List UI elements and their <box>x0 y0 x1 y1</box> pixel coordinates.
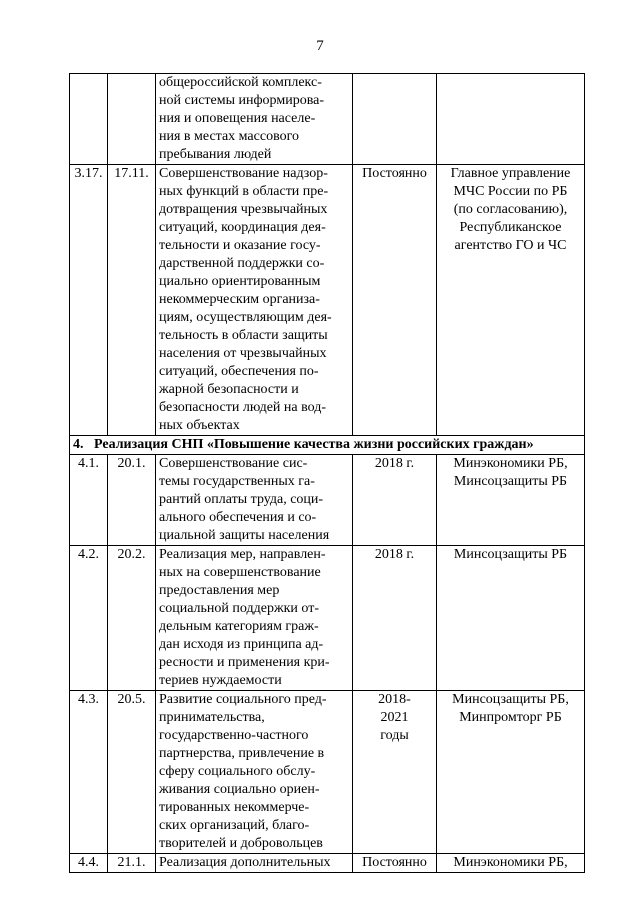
description-line: Совершенствование надзор- <box>159 166 328 181</box>
deadline-cell <box>353 854 437 873</box>
description-line: ния и оповещения населе- <box>159 111 316 126</box>
program-code-cell: 21.1. <box>108 854 156 873</box>
item-number-cell: 4.4. <box>70 854 108 873</box>
deadline-line: годы <box>380 728 409 743</box>
description-line: безопасности людей на вод- <box>159 400 327 415</box>
section-header-row <box>70 436 585 455</box>
description-line: дельным категориям граж- <box>159 619 319 634</box>
executor-line: Минсоцзащиты РБ <box>453 547 568 562</box>
description-line: рантий оплаты труда, соци- <box>159 492 324 507</box>
deadline-cell <box>353 691 437 854</box>
deadline-line: 2021 <box>380 710 409 725</box>
item-number-cell: 3.17. <box>70 165 108 436</box>
program-code-cell: 20.1. <box>108 455 156 546</box>
description-line: творителей и добровольцев <box>159 836 323 851</box>
deadline-line: 2018- <box>378 692 411 707</box>
program-code-cell: 20.2. <box>108 546 156 691</box>
executor-line: Минсоцзащиты РБ <box>453 474 568 489</box>
table-body-section-header <box>70 436 585 455</box>
description-line: ных на совершенствование <box>159 565 321 580</box>
section-number: 4. <box>73 437 84 452</box>
description-line: населения от чрезвычайных <box>159 346 327 361</box>
responsible-executor-cell <box>437 854 585 873</box>
description-line: темы государственных га- <box>159 474 315 489</box>
description-line: Реализация мер, направлен- <box>159 547 326 562</box>
description-line: териев нуждаемости <box>159 673 282 688</box>
description-line: принимательства, <box>159 710 265 725</box>
description-line: ной системы информирова- <box>159 93 324 108</box>
table-row <box>70 74 585 165</box>
executor-line: агентство ГО и ЧС <box>454 238 567 253</box>
description-line: циально ориентированным <box>159 274 321 289</box>
description-line: ния в местах массового <box>159 129 299 144</box>
description-line: ального обеспечения и со- <box>159 510 317 525</box>
measures-table <box>69 73 585 873</box>
description-line: ресности и применения кри- <box>159 655 330 670</box>
description-line: дарственной поддержки со- <box>159 256 325 271</box>
executor-line: Минпромторг РБ <box>459 710 562 725</box>
description-line: ситуаций, обеспечения по- <box>159 364 319 379</box>
measure-description-cell <box>156 546 353 691</box>
description-line: государственно-частного <box>159 728 309 743</box>
description-line: Совершенствование сис- <box>159 456 308 471</box>
executor-line: Минэкономики РБ, <box>453 855 568 870</box>
item-number-cell <box>70 74 108 165</box>
table-row <box>70 455 585 546</box>
section-title: Реализация СНП «Повышение качества жизни российских граждан» <box>94 437 534 452</box>
table-body-section-4 <box>70 455 585 873</box>
table-body-section-3 <box>70 74 585 436</box>
section-title-cell <box>70 436 585 455</box>
description-line: общероссийской комплекс- <box>159 75 322 90</box>
item-number-cell: 4.2. <box>70 546 108 691</box>
item-number-cell: 4.3. <box>70 691 108 854</box>
description-line: дан исходя из принципа ад- <box>159 637 324 652</box>
description-line: тированных некоммерче- <box>159 800 310 815</box>
description-line: ных функций в области пре- <box>159 184 329 199</box>
description-line: жарной безопасности и <box>159 382 299 397</box>
table-row <box>70 546 585 691</box>
responsible-executor-cell <box>437 74 585 165</box>
description-line: Развитие социального пред- <box>159 692 327 707</box>
executor-line: Главное управление <box>450 166 571 181</box>
deadline-cell <box>353 74 437 165</box>
program-code-cell: 20.5. <box>108 691 156 854</box>
responsible-executor-cell <box>437 546 585 691</box>
description-line: Реализация дополнительных <box>159 855 331 870</box>
executor-line: МЧС России по РБ <box>453 184 568 199</box>
program-code-cell: 17.11. <box>108 165 156 436</box>
description-line: тельности и оказание госу- <box>159 238 321 253</box>
responsible-executor-cell <box>437 455 585 546</box>
table-row <box>70 165 585 436</box>
description-line: сферу социального обслу- <box>159 764 316 779</box>
deadline-line: 2018 г. <box>374 547 415 562</box>
description-line: живания социально ориен- <box>159 782 320 797</box>
description-line: тельность в области защиты <box>159 328 328 343</box>
description-line: некоммерческим организа- <box>159 292 320 307</box>
table-row <box>70 691 585 854</box>
program-code-cell <box>108 74 156 165</box>
measure-description-cell <box>156 74 353 165</box>
table-row <box>70 854 585 873</box>
deadline-line: Постоянно <box>362 166 427 181</box>
description-line: предоставления мер <box>159 583 280 598</box>
executor-line: Минэкономики РБ, <box>453 456 568 471</box>
description-line: ситуаций, координация дея- <box>159 220 326 235</box>
description-line: пребывания людей <box>159 147 272 162</box>
measure-description-cell <box>156 455 353 546</box>
description-line: партнерства, привлечение в <box>159 746 325 761</box>
description-line: ных объектах <box>159 418 240 433</box>
measure-description-cell <box>156 691 353 854</box>
deadline-cell <box>353 546 437 691</box>
deadline-cell <box>353 455 437 546</box>
description-line: циям, осуществляющим дея- <box>159 310 332 325</box>
responsible-executor-cell <box>437 165 585 436</box>
measure-description-cell <box>156 854 353 873</box>
description-line: ских организаций, благо- <box>159 818 310 833</box>
description-line: дотвращения чрезвычайных <box>159 202 328 217</box>
description-line: циальной защиты населения <box>159 528 330 543</box>
executor-line: (по согласованию), <box>453 202 568 217</box>
page-number: 7 <box>316 38 324 54</box>
responsible-executor-cell <box>437 691 585 854</box>
executor-line: Минсоцзащиты РБ, <box>452 692 569 707</box>
measure-description-cell <box>156 165 353 436</box>
deadline-line: Постоянно <box>362 855 427 870</box>
executor-line: Республиканское <box>459 220 562 235</box>
deadline-line: 2018 г. <box>374 456 415 471</box>
description-line: социальной поддержки от- <box>159 601 320 616</box>
item-number-cell: 4.1. <box>70 455 108 546</box>
deadline-cell <box>353 165 437 436</box>
